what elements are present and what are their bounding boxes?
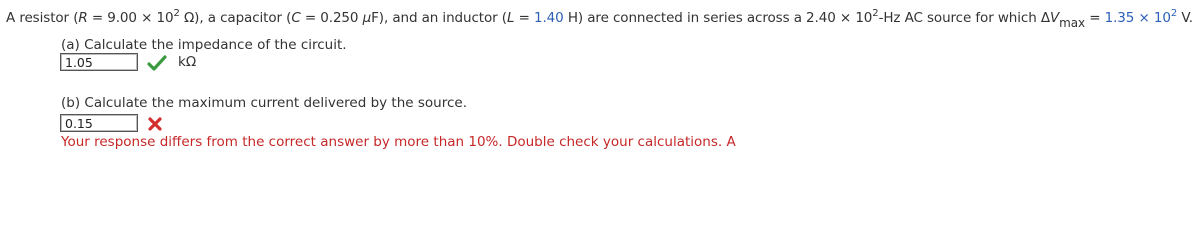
x-mark-icon <box>147 116 163 132</box>
part-b-feedback: Your response differs from the correct answer by more than 10%. Double check your calculations. A <box>61 134 736 150</box>
capacitance-symbol: C <box>291 10 301 26</box>
problem-text-1: A resistor ( <box>6 10 79 26</box>
problem-text-9: = <box>1085 10 1105 26</box>
voltage-symbol: V <box>1050 10 1060 26</box>
part-b-label: (b) Calculate the maximum current delivered by the source. <box>61 95 467 111</box>
voltage-exponent: 2 <box>1170 8 1178 19</box>
problem-text-4: = 0.250 <box>300 10 363 26</box>
part-a-label: (a) Calculate the impedance of the circuit. <box>61 37 347 53</box>
problem-text-6: = <box>514 10 534 26</box>
micro-prefix: μ <box>362 10 372 26</box>
part-b-answer-input[interactable]: 0.15 <box>60 114 138 132</box>
problem-text-8: -Hz AC source for which Δ <box>878 10 1051 26</box>
problem-text-10: V. <box>1177 10 1193 26</box>
problem-text-3: Ω), a capacitor ( <box>179 10 292 26</box>
part-a-answer-input[interactable]: 1.05 <box>60 53 138 71</box>
part-a-unit: kΩ <box>178 54 197 70</box>
problem-text-7: H) are connected in series across a 2.40 × 10 <box>563 10 873 26</box>
inductance-symbol: L <box>506 10 515 26</box>
problem-text-2: = 9.00 × 10 <box>87 10 174 26</box>
resistance-exponent: 2 <box>173 8 180 19</box>
problem-statement <box>6 4 1193 33</box>
frequency-exponent: 2 <box>872 8 879 19</box>
voltage-subscript: max <box>1059 16 1086 30</box>
voltage-value: 1.35 × 10 <box>1104 10 1171 26</box>
checkmark-icon <box>147 55 167 71</box>
resistance-symbol: R <box>78 10 88 26</box>
problem-text-5: F), and an inductor ( <box>371 10 507 26</box>
inductance-value: 1.40 <box>533 10 564 26</box>
